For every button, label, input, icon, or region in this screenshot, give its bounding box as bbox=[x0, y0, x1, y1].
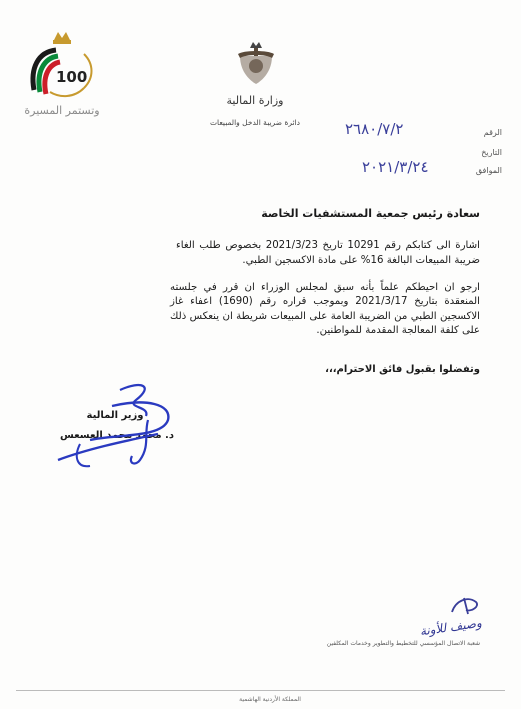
date-label: التاريخ bbox=[481, 148, 502, 157]
centennial-caption: وتستمر المسيرة bbox=[24, 104, 100, 117]
centennial-number: 100 bbox=[56, 68, 88, 86]
signatory-title: وزير المالية bbox=[86, 410, 144, 421]
centennial-logo bbox=[22, 28, 102, 124]
closing-line: وتفضلوا بقبول فائق الاحترام،،، bbox=[325, 364, 480, 375]
footer-divider bbox=[16, 690, 505, 691]
addressee: سعادة رئيس جمعية المستشفيات الخاصة bbox=[261, 207, 480, 220]
date-value: ٢٠٢١/٣/٢٤ bbox=[362, 158, 429, 176]
ministry-name: وزارة المالية bbox=[226, 94, 284, 107]
signatory-name: د. محمد محمد العسعس bbox=[60, 430, 174, 441]
paragraph-2: ارجو ان احيطكم علماً بأنه سبق لمجلس الوزراء ان قرر في جلسته المنعقدة بتاريخ 2021/3/17 وبموجب قراره رقم (1690) اعفاء غاز الاكسجين الطبي من الضريبة العامة على المبيعات شريطة ان ينعكس ذلك على كلفة المعالجة المقدمة للمواطنين. bbox=[170, 282, 480, 337]
footer-country: المملكة الأردنية الهاشمية bbox=[239, 696, 301, 703]
coat-of-arms-icon bbox=[236, 40, 276, 86]
hijri-label: الموافق bbox=[475, 166, 502, 175]
ref-number: ٢٦٨٠/٧/٢ bbox=[345, 120, 404, 138]
ref-label: الرقم bbox=[483, 128, 502, 137]
handwritten-note: وصيف للأونة bbox=[418, 615, 483, 639]
routing-note: شعبة الاتصال المؤسسي للتخطيط والتطوير وخدمات المكلفين bbox=[326, 640, 480, 647]
department-name: دائرة ضريبة الدخل والمبيعات bbox=[209, 118, 301, 127]
handwritten-signature-icon bbox=[50, 376, 180, 496]
centennial-emblem-icon bbox=[22, 28, 102, 98]
paragraph-1: اشارة الى كتابكم رقم 10291 تاريخ 2021/3/23 بخصوص طلب الغاء ضريبة المبيعات البالغة 16% على مادة الاكسجين الطبي. bbox=[176, 240, 480, 266]
